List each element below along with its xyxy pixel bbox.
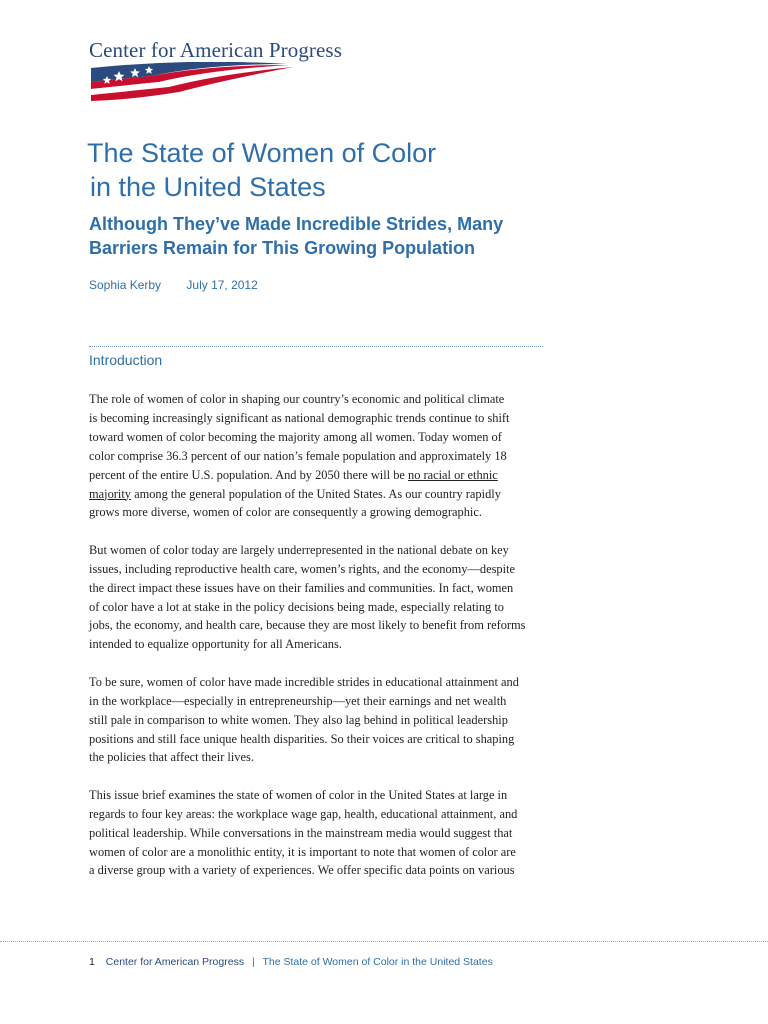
text-line: The role of women of color in shaping our country’s economic and political climate [89,392,505,406]
text-line: To be sure, women of color have made incredible strides in educational attainment and [89,674,519,689]
text-line: jobs, the economy, and health care, because they are most likely to benefit from reforms [89,618,526,633]
text-fragment: percent of the entire U.S. population. And by 2050 there will be [89,467,408,482]
text-line [89,485,544,504]
text-line: issues, including reproductive health care, women’s rights, and the economy—despite [89,561,515,576]
majority-link[interactable]: majority [89,486,131,501]
title-line-1: The State of Women of Color [87,138,437,168]
flag-logo-icon [89,62,339,102]
text-line: still pale in comparison to white women. They also lag behind in political leadership [89,712,508,727]
publication-date: July 17, 2012 [186,278,258,292]
text-line: is becoming increasingly significant as national demographic trends continue to shift [89,410,510,425]
text-fragment: among the general population of the United States. As our country rapidly [130,486,501,501]
text-line: intended to equalize opportunity for all Americans. [89,637,342,652]
text-line: of color have a lot at stake in the policy decisions being made, especially relating to [89,599,504,614]
text-line: regards to four key areas: the workplace wage gap, health, educational attainment, and [89,806,518,821]
author-name: Sophia Kerby [89,278,162,292]
paragraph-2 [89,541,544,654]
section-heading: Introduction [89,352,163,368]
subtitle-line-2: Barriers Remain for This Growing Population [89,238,476,258]
paragraph-3 [89,673,544,768]
organization-logo [89,38,349,102]
footer-separator: | [252,956,255,968]
text-line: color comprise 36.3 percent of our nation’s female population and approximately 18 [89,448,507,463]
text-line: political leadership. While conversations in the mainstream media would suggest that [89,825,513,840]
article-body [89,390,544,899]
page-subtitle [89,212,589,260]
text-line: a diverse group with a variety of experiences. We offer specific data points on various [89,863,515,878]
page-number: 1 [89,956,95,968]
text-line: toward women of color becoming the majority among all women. Today women of [89,429,502,444]
paragraph-1 [89,390,544,522]
text-line: positions and still face unique health disparities. So their voices are critical to shaping [89,731,515,746]
paragraph-4 [89,786,544,881]
text-line: This issue brief examines the state of women of color in the United States at large in [89,787,508,802]
byline [89,278,258,292]
footer-org: Center for American Progress [105,956,245,968]
text-line: women of color are a monolithic entity, it is important to note that women of color are [89,844,516,859]
footer-divider [0,941,768,942]
no-racial-majority-link[interactable]: no racial or ethnic [408,467,498,482]
page-title [87,136,647,204]
text-line: the direct impact these issues have on their families and communities. In fact, women [89,580,514,595]
subtitle-line-1: Although They’ve Made Incredible Strides, Many [89,214,504,234]
text-line: the policies that affect their lives. [89,750,254,765]
page-footer [89,956,493,968]
text-line: grows more diverse, women of color are consequently a growing demographic. [89,505,482,520]
logo-text: Center for American Progress [89,38,342,62]
title-line-2: in the United States [90,172,326,202]
text-line: in the workplace—especially in entrepreneurship—yet their earnings and net wealth [89,693,507,708]
text-line: But women of color today are largely underrepresented in the national debate on key [89,542,509,557]
footer-doc-title: The State of Women of Color in the United States [262,956,493,968]
section-divider [89,346,543,347]
text-line [89,466,544,485]
